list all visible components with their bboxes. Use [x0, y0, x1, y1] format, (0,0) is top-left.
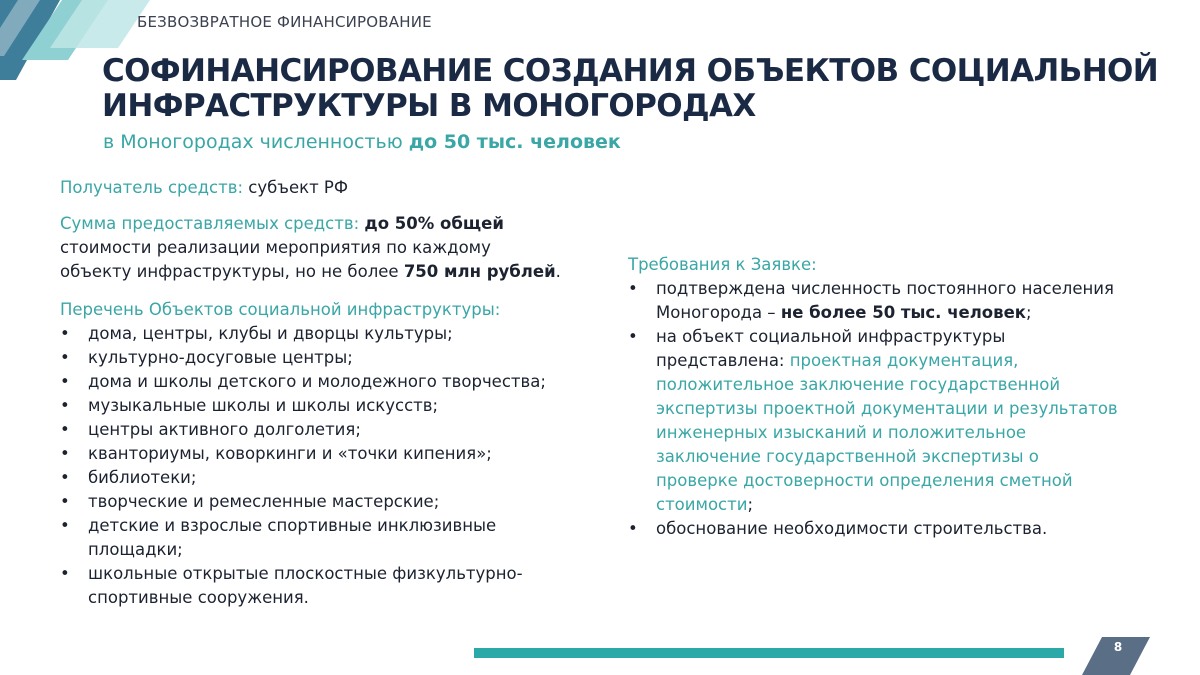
bullet-icon: • — [60, 372, 70, 391]
list-item — [60, 394, 605, 418]
requirement-end: ; — [747, 495, 754, 514]
bullet-icon: • — [60, 348, 70, 367]
requirement-item — [628, 325, 1148, 517]
list-item — [60, 346, 605, 370]
subtitle — [103, 131, 621, 153]
bullet-icon: • — [628, 279, 638, 298]
list-item-text: дома, центры, клубы и дворцы культуры; — [88, 324, 453, 343]
list-item-text: центры активного долголетия; — [88, 420, 361, 439]
funding-amount-end: . — [555, 262, 561, 281]
objects-list-heading: Перечень Объектов социальной инфраструктуры: — [60, 300, 501, 319]
bullet-icon: • — [628, 327, 638, 346]
funding-amount-cap: 750 млн рублей — [403, 262, 556, 281]
list-item — [60, 322, 605, 346]
bullet-icon: • — [60, 564, 70, 583]
requirement-item — [628, 517, 1148, 541]
list-item — [60, 514, 605, 562]
subtitle-highlight: до 50 тыс. человек — [408, 131, 621, 153]
funding-amount-line-3: объекту инфраструктуры, но не более — [60, 262, 404, 281]
recipient-label: Получатель средств: — [60, 178, 249, 197]
requirement-text: подтверждена численность постоянного населения Моногорода – — [656, 279, 1114, 322]
requirement-text: обоснование необходимости строительства. — [656, 519, 1048, 538]
bullet-icon: • — [60, 516, 70, 535]
bullet-icon: • — [60, 420, 70, 439]
bullet-icon: • — [60, 468, 70, 487]
list-item-text: кванториумы, коворкинги и «точки кипения»; — [88, 444, 492, 463]
title-line-1: СОФИНАНСИРОВАНИЕ СОЗДАНИЯ ОБЪЕКТОВ СОЦИАЛЬНОЙ — [102, 53, 1159, 89]
bullet-icon: • — [60, 396, 70, 415]
list-item-text: музыкальные школы и школы искусств; — [88, 396, 439, 415]
recipient-value: субъект РФ — [248, 178, 349, 197]
title-line-2: ИНФРАСТРУКТУРЫ В МОНОГОРОДАХ — [102, 88, 756, 124]
list-item-text: школьные открытые плоскостные физкультурно-спортивные сооружения. — [88, 564, 523, 607]
funding-amount-paragraph — [60, 212, 605, 284]
funding-amount-label: Сумма предоставляемых средств: — [60, 214, 365, 233]
list-item-text: библиотеки; — [88, 468, 197, 487]
page-number: 8 — [1113, 640, 1123, 654]
requirement-text: на объект социальной инфраструктуры представлена: — [656, 327, 1006, 370]
objects-list — [60, 322, 605, 610]
footer-accent-bar — [474, 648, 1064, 658]
list-item-text: дома и школы детского и молодежного творчества; — [88, 372, 546, 391]
requirements-list — [628, 277, 1148, 541]
requirement-item — [628, 277, 1148, 325]
right-column — [628, 253, 1148, 541]
bullet-icon: • — [60, 492, 70, 511]
subtitle-text: в Моногородах численностью — [103, 131, 409, 153]
list-item — [60, 466, 605, 490]
list-item — [60, 370, 605, 394]
list-item — [60, 490, 605, 514]
list-item-text: детские и взрослые спортивные инклюзивные площадки; — [88, 516, 497, 559]
bullet-icon: • — [628, 519, 638, 538]
list-item — [60, 562, 605, 610]
requirement-highlight: не более 50 тыс. человек — [780, 303, 1026, 322]
requirements-heading: Требования к Заявке: — [628, 255, 817, 274]
page-title — [102, 54, 1162, 124]
section-overline: БЕЗВОЗВРАТНОЕ ФИНАНСИРОВАНИЕ — [137, 13, 432, 31]
requirement-end: ; — [1025, 303, 1032, 322]
recipient-line — [60, 176, 605, 200]
list-item — [60, 418, 605, 442]
requirement-documents: проектная документация, положительное заключение государственной экспертизы проектной документации и результатов инженерных изысканий и положительное заключение государственной экспертизы о проверке достоверности определения сметной стоимости — [656, 351, 1118, 514]
left-column — [60, 176, 605, 610]
list-item-text: творческие и ремесленные мастерские; — [88, 492, 440, 511]
funding-amount-line-2: стоимости реализации мероприятия по каждому — [60, 238, 491, 257]
funding-amount-percent: до 50% общей — [364, 214, 504, 233]
bullet-icon: • — [60, 324, 70, 343]
bullet-icon: • — [60, 444, 70, 463]
list-item-text: культурно-досуговые центры; — [88, 348, 353, 367]
list-item — [60, 442, 605, 466]
